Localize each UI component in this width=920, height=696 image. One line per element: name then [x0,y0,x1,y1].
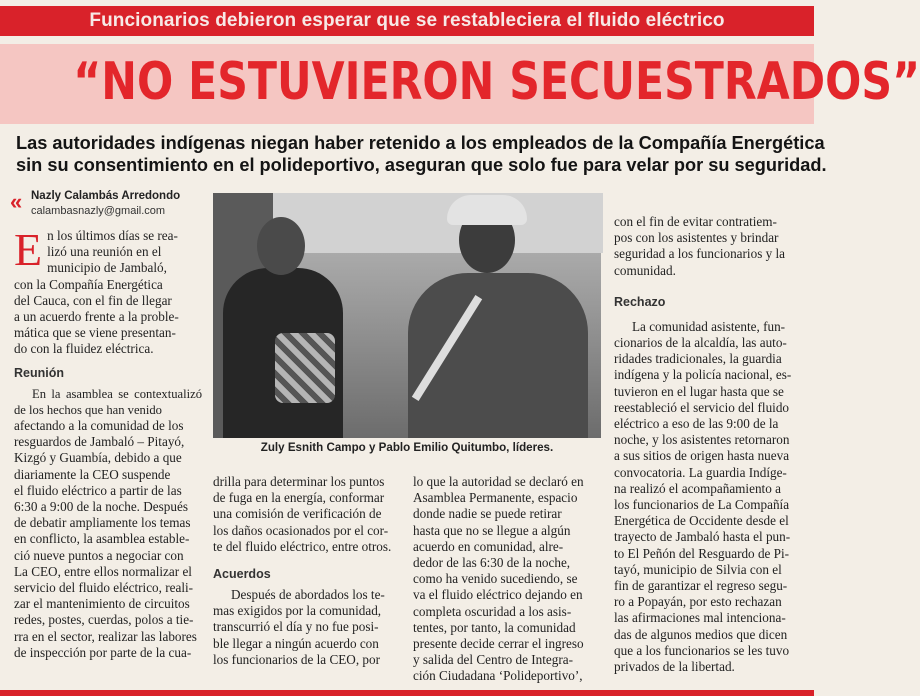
text-line: acuerdo en comunidad, alre- [413,538,564,554]
text-line: en conflicto, la asamblea estable- [14,531,190,547]
text-line: una comisión de verificación de [213,506,382,522]
col3-paragraph [413,474,601,685]
text-line: presente decide cerrar el ingreso [413,636,584,652]
text-line: ridades tradicionales, la guardia [614,351,782,367]
col2-paragraph [213,474,401,555]
subhead-rechazo: Rechazo [614,294,666,309]
byline-name: Nazly Calambás Arredondo [31,190,181,202]
text-line: resguardos de Jambaló – Pitayó, [14,434,185,450]
text-line: afectando a la comunidad de los [14,418,184,434]
text-line: Energética de Occidente desde el [614,513,789,529]
text-line: indígena y la policía nacional, es- [614,367,792,383]
text-line: y salida del Centro de Integra- [413,652,574,668]
text-line: 6:30 a 9:00 de la noche. Después [14,499,188,515]
text-line: transcurrió el día y no fue posi- [213,619,379,635]
bottom-band [0,690,814,696]
column-3 [413,474,601,685]
byline-mark-icon: « [10,189,23,214]
text-line: hasta que no se llegue a algún [413,522,571,538]
text-line: los funcionarios de la CEO, por [213,651,381,667]
text-line: los funcionarios de La Compañía [614,497,790,513]
text-line: servicio del fluido eléctrico, reali- [14,580,194,596]
text-line: los daños ocasionados por el cor- [213,522,389,538]
text-line: ro a Popayán, por esto rechazan [614,594,782,610]
text-line: eléctrico a eso de las 9:00 de la [614,416,779,432]
column-2 [213,474,401,668]
text-line: diariamente la CEO suspende [14,466,171,482]
text-line: mas exigidos por la comunidad, [213,603,382,619]
rechazo-paragraph [614,319,804,675]
text-line: comunidad. [614,262,676,278]
text-line: con la Compañía Energética [14,276,163,292]
text-line: En la asamblea se contextualizó de los hechos que han venido [14,386,202,417]
text-line: to El Peñón del Resguardo de Pi- [614,545,790,561]
text-line: redes, postes, cuerdas, polos a tie- [14,612,194,628]
text-line: del Cauca, con el fin de llegar [14,292,172,308]
text-line: tentes, por tanto, la comunidad [413,619,576,635]
text-line: las afirmaciones mal intenciona- [614,610,786,626]
deck-line: Las autoridades indígenas niegan haber retenido a los empleados de la Compañía Energética [16,133,825,153]
photo-tent [273,193,603,253]
article-photo [213,193,601,438]
text-line: municipio de Jambaló, [47,260,167,276]
photo-caption: Zuly Esnith Campo y Pablo Emilio Quitumbo, líderes. [260,441,554,454]
text-line: Después de abordados los te- [231,587,385,603]
text-line: de inspección por parte de la cua- [14,644,192,660]
text-line: te del fluido eléctrico, entre otros. [213,538,392,554]
headline: “NO ESTUVIERON SECUESTRADOS” [73,52,920,112]
photo-woman-head [257,217,305,275]
text-line: de debatir ampliamente los temas [14,515,191,531]
text-line: ció nueve puntos a negociar con [14,547,184,563]
photo-man [408,273,588,438]
text-line: rra en el sector, realizar las labores [14,628,197,644]
subhead-acuerdos: Acuerdos [213,567,271,582]
text-line: el fluido eléctrico a partir de las [14,482,182,498]
dropcap: E [14,224,43,275]
text-line: que a los funcionarios se les tuvo [614,642,790,658]
text-line: lizó una reunión en el [47,244,162,260]
reunion-paragraph [14,386,202,661]
text-line: convocatoria. La guardia Indíge- [614,464,787,480]
text-line: dedor de las 6:30 de la noche, [413,555,571,571]
text-line: cionarios de la alcaldía, las auto- [614,335,787,351]
deck-line: sin su consentimiento en el polideportivo, aseguran que solo fue para velar por su seguridad. [16,155,827,175]
text-line: Asamblea Permanente, espacio [413,490,578,506]
text-line: La comunidad asistente, fun- [632,318,786,334]
text-line: na realizó el acompañamiento a [614,480,781,496]
subhead-reunion: Reunión [14,365,64,380]
text-line: fin de garantizar el regreso segu- [614,578,788,594]
text-line: trayecto de Jambaló hasta el pun- [614,529,791,545]
text-line: mática que se viene presentan- [14,325,176,341]
photo-hat [447,195,527,225]
text-line: noche, y los asistentes retornaron [614,432,790,448]
photo-bag [275,333,335,403]
text-line: lo que la autoridad se declaró en [413,474,584,489]
text-line: a un acuerdo frente a la proble- [14,309,179,325]
text-line: reestableció el servicio del fluido [614,399,790,415]
text-line: a sus sitios de origen hasta nueva [614,448,790,464]
text-line: tayó, municipio de Silvia con el [614,561,782,577]
byline-email[interactable]: calambasnazly@gmail.com [31,205,166,217]
intro-paragraph [14,224,202,358]
text-line: tuvieron en el lugar hasta que se [614,383,784,399]
text-line: La CEO, entre ellos normalizar el [14,563,192,579]
deck [16,132,827,176]
text-line: pos con los asistentes y brindar [614,230,779,246]
column-4 [614,214,804,675]
text-line: drilla para determinar los puntos [213,474,385,489]
text-line: Kizgó y Guambía, debido a que [14,450,182,466]
text-line: con el fin de evitar contratiem- [614,214,777,229]
text-line: ción Ciudadana ‘Polideportivo’, [413,668,583,684]
text-line: privados de la libertad. [614,659,735,675]
text-line: seguridad a los funcionarios y la [614,246,786,262]
text-line: va el fluido eléctrico dejando en [413,587,583,603]
text-line: como ha venido sucediendo, se [413,571,578,587]
text-line: do con la fluidez eléctrica. [14,341,154,357]
column-1 [14,224,202,661]
text-line: completa oscuridad a los asis- [413,603,572,619]
text-line: zar el mantenimiento de circuitos [14,596,190,612]
text-line: de fuga en la energía, conformar [213,490,385,506]
acuerdos-paragraph [213,587,401,668]
text-line: ble llegar a ningún acuerdo con [213,635,379,651]
text-line: das de algunos medios que dicen [614,626,788,642]
text-line: n los últimos días se rea- [47,228,178,243]
text-line: donde nadie se puede retirar [413,506,562,522]
kicker: Funcionarios debieron esperar que se restableciera el fluido eléctrico [89,10,725,31]
col4-paragraph [614,214,804,279]
